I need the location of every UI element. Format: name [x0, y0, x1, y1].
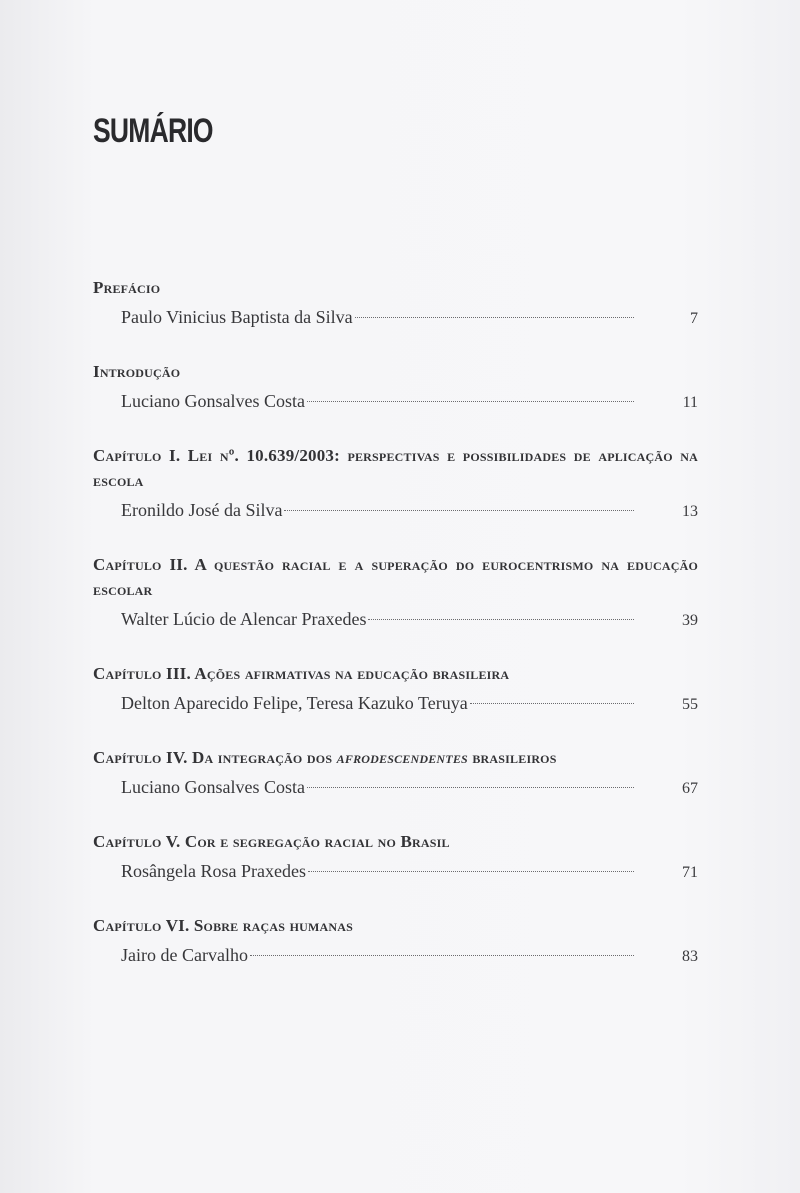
section-heading: Capítulo III. Ações afirmativas na educação brasileira — [93, 664, 510, 683]
dot-leader — [470, 703, 634, 704]
toc-entry — [93, 688, 698, 720]
section-heading: Capítulo II. A questão racial e a superação do eurocentrismo na educação escolar — [93, 555, 698, 599]
entry-author: Walter Lúcio de Alencar Praxedes — [121, 609, 367, 629]
entry-author: Delton Aparecido Felipe, Teresa Kazuko Teruya — [121, 693, 468, 713]
entry-page-number: 83 — [682, 948, 698, 965]
dot-leader — [308, 871, 634, 872]
dot-leader — [368, 619, 634, 620]
dot-leader — [250, 955, 634, 956]
dot-leader — [307, 787, 634, 788]
entry-author: Paulo Vinicius Baptista da Silva — [121, 307, 353, 327]
entry-page-number: 55 — [682, 696, 698, 713]
toc-entry — [93, 495, 698, 527]
entry-page-number: 7 — [690, 310, 698, 327]
entry-author: Luciano Gonsalves Costa — [121, 777, 305, 797]
toc-entry — [93, 302, 698, 334]
dot-leader — [355, 317, 634, 318]
entry-author: Jairo de Carvalho — [121, 945, 248, 965]
toc-section-capitulo-5 — [93, 829, 698, 888]
toc-section-capitulo-1 — [93, 443, 698, 527]
section-heading: Capítulo VI. Sobre raças humanas — [93, 916, 353, 935]
toc-entry — [93, 772, 698, 804]
toc-entry — [93, 856, 698, 888]
toc-entry — [93, 604, 698, 636]
heading-part: brasileiros — [467, 748, 557, 767]
page-title: SUMÁRIO — [93, 112, 213, 150]
toc-entry — [93, 940, 698, 972]
dot-leader — [284, 510, 634, 511]
entry-page-number: 67 — [682, 780, 698, 797]
entry-author: Eronildo José da Silva — [121, 500, 283, 520]
toc-entry — [93, 386, 698, 418]
section-heading: Introdução — [93, 362, 181, 381]
toc-section-capitulo-6 — [93, 913, 698, 972]
dot-leader — [307, 401, 634, 402]
entry-author: Rosângela Rosa Praxedes — [121, 861, 306, 881]
section-heading: Prefácio — [93, 278, 161, 297]
section-heading: Capítulo V. Cor e segregação racial no Brasil — [93, 832, 450, 851]
section-heading — [93, 745, 698, 770]
heading-part: Capítulo IV. Da integração dos — [93, 748, 337, 767]
section-heading: Capítulo I. Lei nº. 10.639/2003: perspectivas e possibilidades de aplicação na escola — [93, 446, 698, 490]
entry-author: Luciano Gonsalves Costa — [121, 391, 305, 411]
entry-page-number: 13 — [682, 503, 698, 520]
toc-section-capitulo-3 — [93, 661, 698, 720]
toc-section-capitulo-2 — [93, 552, 698, 636]
entry-page-number: 71 — [682, 864, 698, 881]
entry-page-number: 39 — [682, 612, 698, 629]
entry-page-number: 11 — [682, 394, 698, 411]
toc-section-introducao — [93, 359, 698, 418]
table-of-contents — [93, 275, 698, 997]
heading-part-italic: afrodescendentes — [336, 748, 468, 767]
toc-section-prefacio — [93, 275, 698, 334]
toc-section-capitulo-4 — [93, 745, 698, 804]
